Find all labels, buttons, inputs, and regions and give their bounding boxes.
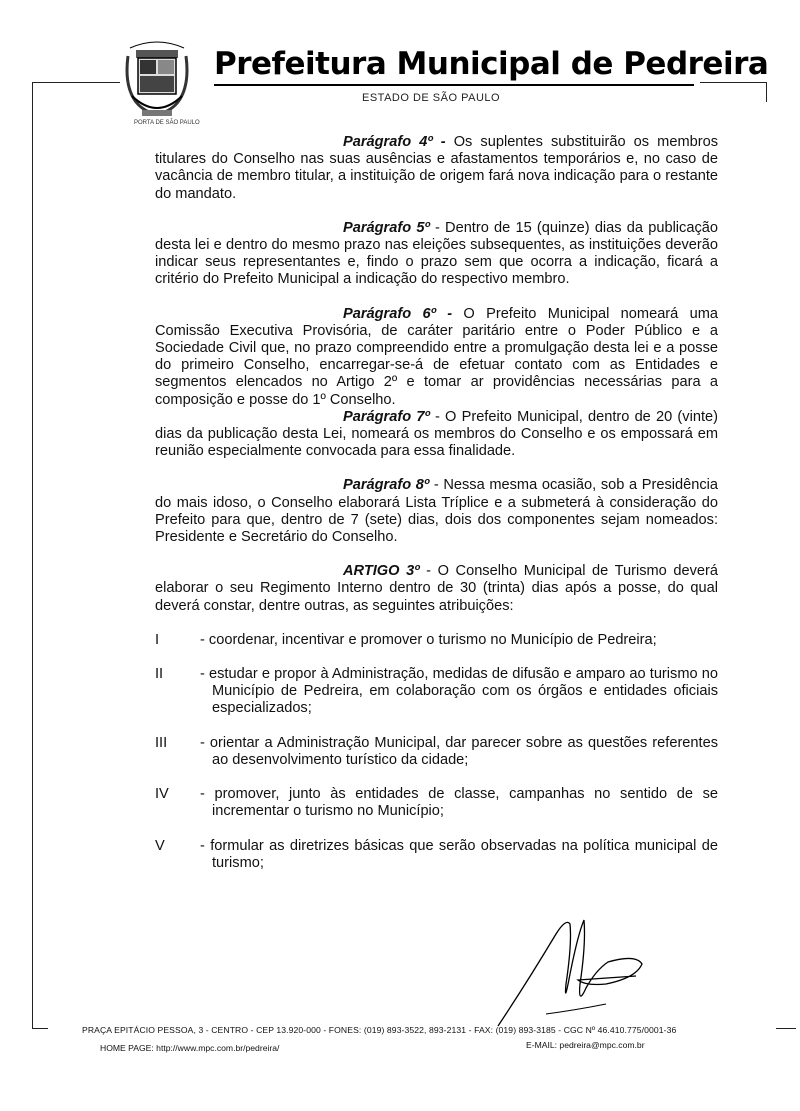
coat-of-arms-icon	[122, 36, 192, 122]
article-3: ARTIGO 3º - O Conselho Municipal de Turismo deverá elaborar o seu Regimento Interno dentro de 30 (trinta) dias após a posse, do qual deverá constar, dentre outras, as seguintes atribuições:	[155, 563, 718, 614]
footer-email: E-MAIL: pedreira@mpc.com.br	[526, 1040, 645, 1050]
crest-motto: PORTA DE SÃO PAULO	[134, 120, 200, 126]
frame-bottom-right-line	[776, 1028, 796, 1029]
list-item: III - orientar a Administração Municipal, dar parecer sobre as questões referentes ao desenvolvimento turístico da cidade;	[155, 734, 718, 768]
title-underline	[214, 84, 694, 86]
list-item: IV - promover, junto às entidades de classe, campanhas no sentido de se incrementar o turismo no Município;	[155, 786, 718, 820]
page-title: Prefeitura Municipal de Pedreira	[214, 46, 769, 82]
footer-address: PRAÇA EPITÁCIO PESSOA, 3 - CENTRO - CEP 13.920-000 - FONES: (019) 893-3522, 893-2131 - FAX: (019) 893-3185 - CGC Nº 46.410.775/0001-36	[82, 1025, 677, 1035]
paragraph-7: Parágrafo 7º - O Prefeito Municipal, dentro de 20 (vinte) dias da publicação desta Lei, nomeará os membros do Conselho e os empossará em reunião especialmente convocada para essa finalidade.	[155, 408, 718, 460]
attributions-list	[155, 632, 718, 872]
footer-homepage: HOME PAGE: http://www.mpc.com.br/pedreira/	[100, 1043, 280, 1053]
paragraph-4: Parágrafo 4º - Os suplentes substituirão os membros titulares do Conselho nas suas ausências e afastamentos temporários e, no caso de vacância de membro titular, a instituição de origem fará nova indicação para o restante do mandato.	[155, 134, 718, 202]
list-item: I - coordenar, incentivar e promover o turismo no Município de Pedreira;	[155, 631, 657, 648]
frame-top-left-line	[32, 82, 120, 83]
frame-top-right-line	[700, 82, 766, 83]
page-subtitle: ESTADO DE SÃO PAULO	[362, 92, 501, 104]
frame-left-line	[32, 82, 33, 1028]
paragraph-8: Parágrafo 8º - Nessa mesma ocasião, sob a Presidência do mais idoso, o Conselho elaborará Lista Tríplice e a submeterá à consideração do Prefeito para que, dentro de 7 (sete) dias, dois dos componentes sejam nomeados: Presidente e Secretário do Conselho.	[155, 477, 718, 546]
list-item: V - formular as diretrizes básicas que serão observadas na política municipal de turismo;	[155, 837, 718, 871]
frame-bottom-left-line	[32, 1028, 48, 1029]
document-body	[155, 134, 718, 889]
paragraph-5: Parágrafo 5º - Dentro de 15 (quinze) dias da publicação desta lei e dentro do mesmo prazo nas eleições subsequentes, as instituições deverão indicar seus representantes e, findo o prazo sem que ocorra a indicação, ficará a critério do Prefeito Municipal a indicação do respectivo membro.	[155, 219, 718, 288]
paragraph-6: Parágrafo 6º - O Prefeito Municipal nomeará uma Comissão Executiva Provisória, de caráter paritário entre o Poder Público e a Sociedade Civil que, no prazo compreendido entre a promulgação desta lei e a posse do primeiro Conselho, encarregar-se-á de efetuar contato com as Entidades e segmentos elencados no Artigo 2º e tomar ar providências necessárias para a composição e posse do 1º Conselho.	[155, 305, 718, 408]
list-item: II - estudar e propor à Administração, medidas de difusão e amparo ao turismo no Município de Pedreira, em colaboração com os órgãos e entidades oficiais especializados;	[155, 666, 718, 717]
signature	[486, 914, 656, 1034]
frame-right-line	[766, 82, 767, 102]
